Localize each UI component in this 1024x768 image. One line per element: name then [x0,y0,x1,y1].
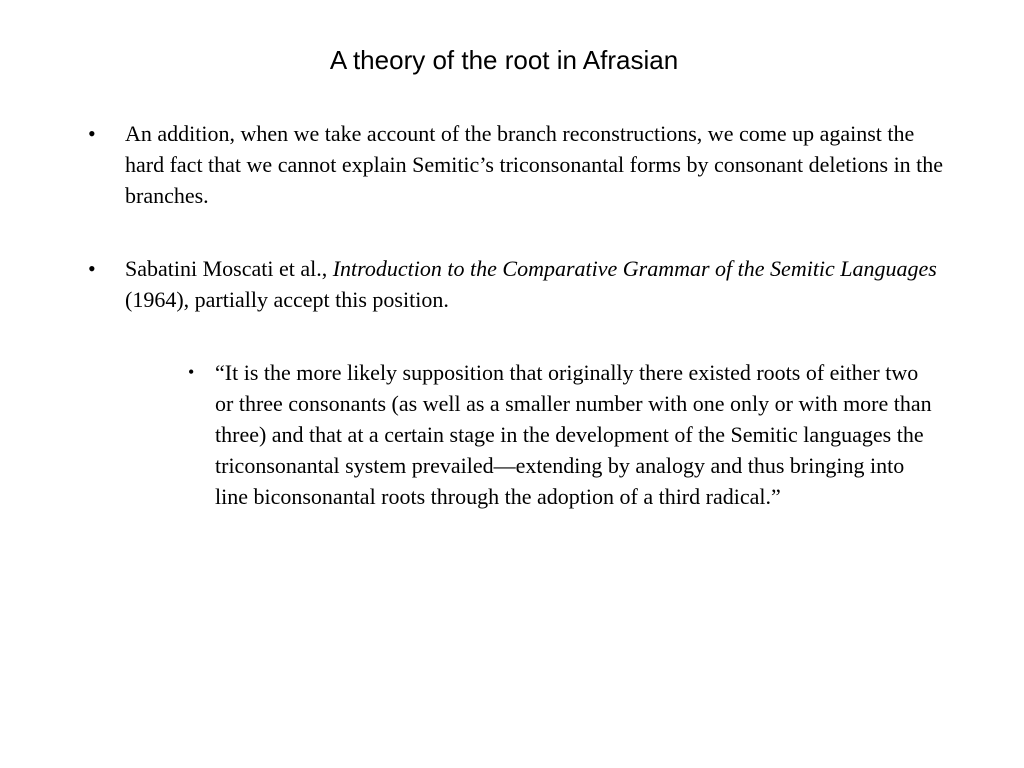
citation-rest: (1964), partially accept this position. [125,287,449,312]
bullet-marker: • [88,121,96,146]
citation-author: Sabatini Moscati et al., [125,256,333,281]
book-title: Introduction to the Comparative Grammar of the Semitic Languages [332,256,937,281]
bullet-marker: • [88,256,96,281]
bullet-text [125,253,945,315]
bullet-text: An addition, when we take account of the branch reconstructions, we come up against the hard fact that we cannot explain Semitic’s triconsonantal forms by consonant deletions in the branches. [125,121,944,208]
slide-title: A theory of the root in Afrasian [329,45,679,75]
sub-bullet-marker: • [188,362,195,382]
quote-text: “It is the more likely supposition that originally there existed roots of either two or three consonants (as well as a smaller number with one only or with more than three) and that at a certain stage in the development of the Semitic languages the triconsonantal system prevailed—extending by analogy and thus bringing into line biconsonantal roots through the adoption of a third radical.” [215,360,932,509]
